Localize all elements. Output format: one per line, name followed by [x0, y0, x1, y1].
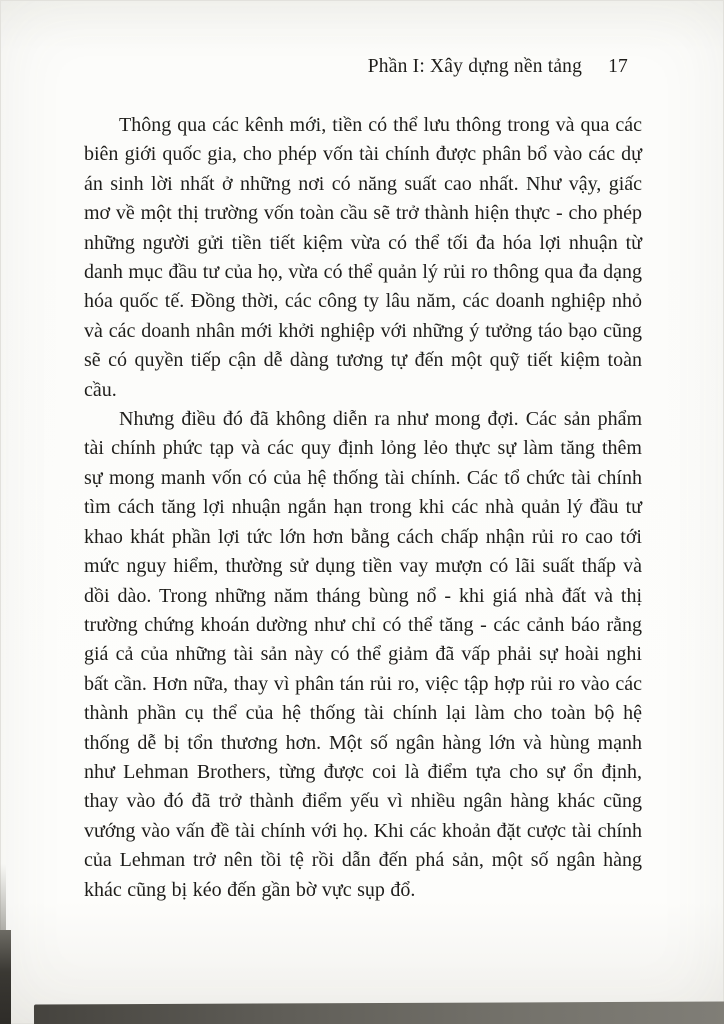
section-title: Phần I: Xây dựng nền tảng [367, 56, 583, 77]
paragraph: Thông qua các kênh mới, tiền có thể lưu thông trong và qua các biên giới quốc gia, cho phép vốn tài chính được phân bổ vào các dự án sinh lời nhất ở những nơi có năng suất cao nhất. Như vậy, giấc mơ về một thị trường vốn toàn cầu sẽ trở thành hiện thực - cho phép những người gửi tiền tiết kiệm vừa có thể tối đa hóa lợi nhuận từ danh mục đầu tư của họ, vừa có thể quản lý rủi ro thông qua đa dạng hóa quốc tế. Đồng thời, các công ty lâu năm, các doanh nghiệp nhỏ và các doanh nhân mới khởi nghiệp với những ý tưởng táo bạo cũng sẽ có quyền tiếp cận dễ dàng tương tự đến một quỹ tiết kiệm toàn cầu. [84, 114, 642, 401]
paragraph: Nhưng điều đó đã không diễn ra như mong đợi. Các sản phẩm tài chính phức tạp và các quy định lỏng lẻo thực sự làm tăng thêm sự mong manh vốn có của hệ thống tài chính. Các tổ chức tài chính tìm cách tăng lợi nhuận ngắn hạn trong khi các nhà quản lý đầu tư khao khát phần lợi tức lớn hơn bằng cách chấp nhận rủi ro cao tới mức nguy hiểm, thường sử dụng tiền vay mượn có lãi suất thấp và dồi dào. Trong những năm tháng bùng nổ - khi giá nhà đất và thị trường chứng khoán dường như chỉ có thể tăng - các cảnh báo rằng giá cả của những tài sản này có thể giảm đã vấp phải sự hoài nghi bất cần. Hơn nữa, thay vì phân tán rủi ro, việc tập hợp rủi ro vào các thành phần cụ thể của hệ thống tài chính lại làm cho toàn bộ hệ thống dễ bị tổn thương hơn. Một số ngân hàng lớn và hùng mạnh như Lehman Brothers, từng được coi là điểm tựa cho sự ổn định, thay vào đó đã trở thành điểm yếu vì nhiều ngân hàng khác cũng vướng vào vấn đề tài chính với họ. Khi các khoản đặt cược tài chính của Lehman trở nên tồi tệ rồi dẫn đến phá sản, một số ngân hàng khác cũng bị kéo đến gần bờ vực sụp đổ. [84, 408, 642, 901]
body-text [84, 111, 642, 905]
page-number: 17 [608, 56, 628, 77]
scan-shadow-left-fade [0, 864, 6, 934]
text-column [84, 56, 642, 905]
scan-shadow-bottom [34, 1001, 724, 1024]
page-header [84, 56, 642, 78]
scan-shadow-left [0, 930, 11, 1024]
